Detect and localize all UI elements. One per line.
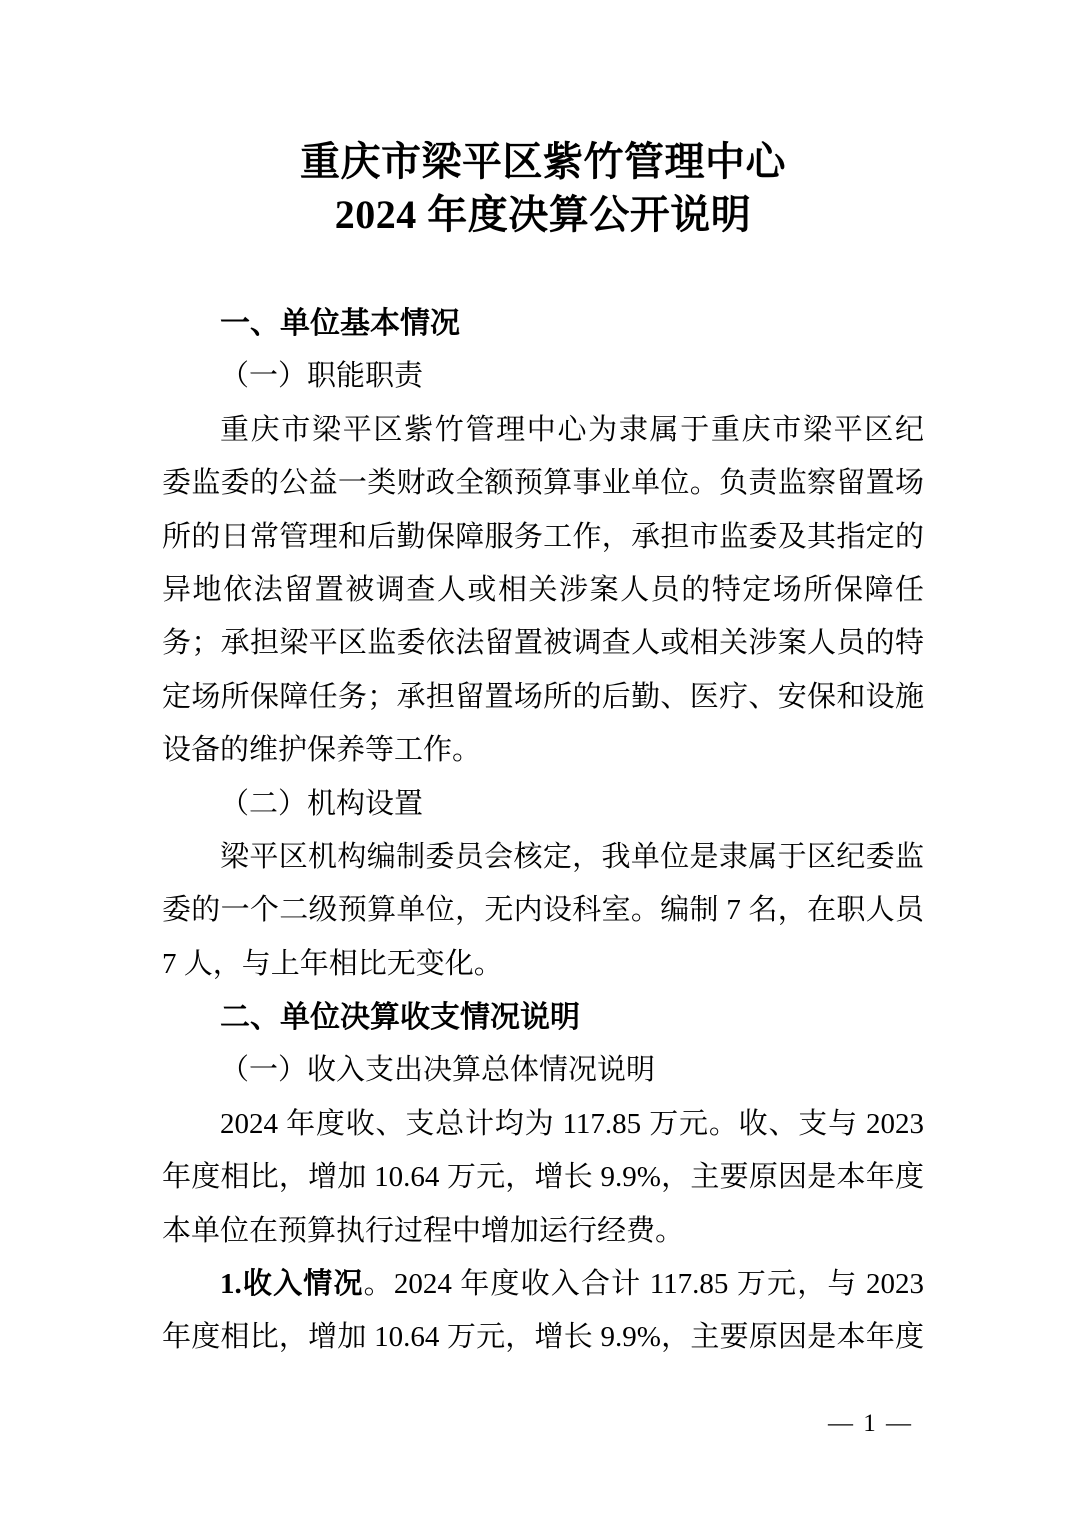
text-line: 委的一个二级预算单位，无内设科室。编制 7 名，在职人员 — [162, 894, 924, 927]
page-number: — 1 — — [828, 1410, 913, 1437]
document-title-line-2: 2024 年度决算公开说明 — [334, 192, 752, 237]
text-line: 年度相比，增加 10.64 万元，增长 9.9%，主要原因是本年度 — [162, 1161, 924, 1194]
text-line: 梁平区机构编制委员会核定，我单位是隶属于区纪委监 — [220, 840, 924, 873]
text-line: 7 人，与上年相比无变化。 — [162, 947, 503, 980]
document-body — [162, 297, 924, 1365]
text-line: 定场所保障任务；承担留置场所的后勤、医疗、安保和设施 — [162, 680, 924, 713]
sub-heading: （一）收入支出决算总体情况说明 — [220, 1054, 656, 1087]
section-heading: 一、单位基本情况 — [220, 307, 460, 340]
text-line: 所的日常管理和后勤保障服务工作，承担市监委及其指定的 — [162, 520, 924, 553]
text-line: 2024 年度收、支总计均为 117.85 万元。收、支与 2023 — [220, 1107, 924, 1140]
text-line: 委监委的公益一类财政全额预算事业单位。负责监察留置场 — [162, 467, 924, 500]
text-run: 。2024 年度收入合计 117.85 万元，与 2023 — [363, 1268, 924, 1301]
text-line: 异地依法留置被调查人或相关涉案人员的特定场所保障任 — [162, 573, 924, 606]
page-content — [162, 135, 924, 1365]
document-title-line-1: 重庆市梁平区紫竹管理中心 — [300, 139, 786, 184]
sub-heading: （二）机构设置 — [220, 787, 424, 820]
bold-run: 1.收入情况 — [220, 1268, 364, 1301]
text-line: 重庆市梁平区紫竹管理中心为隶属于重庆市梁平区纪 — [220, 413, 924, 446]
text-line: 务；承担梁平区监委依法留置被调查人或相关涉案人员的特 — [162, 627, 924, 660]
document-title — [162, 135, 924, 241]
sub-heading: （一）职能职责 — [220, 360, 424, 393]
text-line — [162, 1258, 924, 1311]
section-heading: 二、单位决算收支情况说明 — [220, 1001, 580, 1035]
text-line: 设备的维护保养等工作。 — [162, 734, 482, 767]
text-line: 年度相比，增加 10.64 万元，增长 9.9%，主要原因是本年度 — [162, 1321, 924, 1354]
text-line: 本单位在预算执行过程中增加运行经费。 — [162, 1214, 685, 1247]
